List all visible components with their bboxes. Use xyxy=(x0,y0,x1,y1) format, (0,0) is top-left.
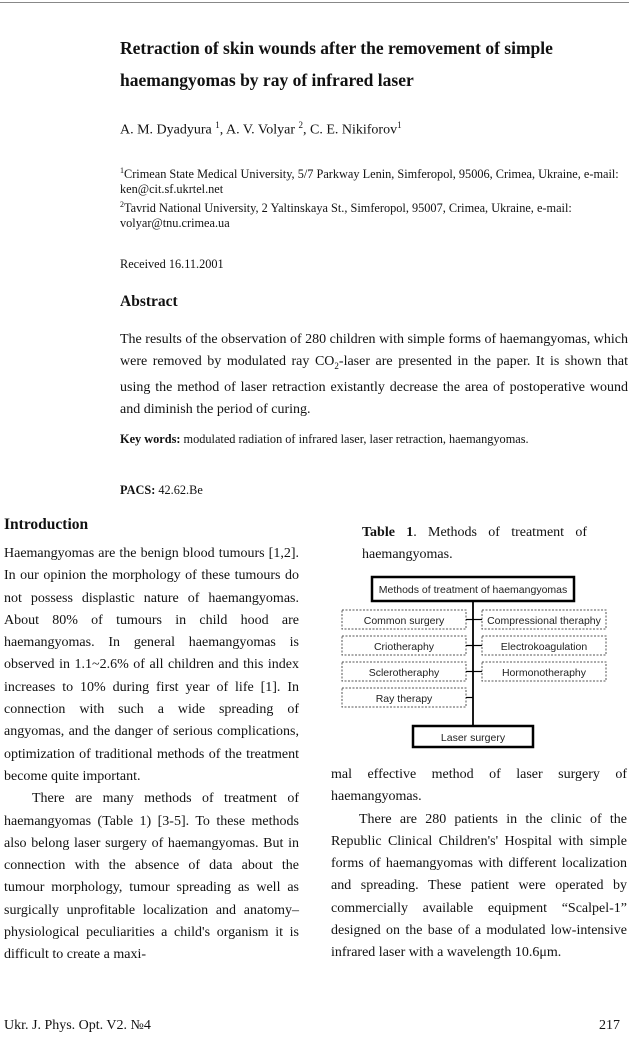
diagram-top-label: Methods of treatment of haemangyomas xyxy=(378,584,568,596)
intro-paragraph-2-continued: mal effective method of laser surgery of haemangyomas. xyxy=(331,767,627,805)
introduction-heading: Introduction xyxy=(4,516,89,533)
page-number: 217 xyxy=(599,1018,620,1033)
diagram-left-connectors xyxy=(466,620,473,698)
diagram-right-boxes xyxy=(482,610,606,681)
treatment-methods-diagram xyxy=(340,574,612,754)
keywords: Key words: modulated radiation of infrared laser, laser retraction, haemangyomas. xyxy=(120,432,529,446)
diagram-label-compressional-theraphy: Compressional theraphy xyxy=(487,615,601,627)
top-rule xyxy=(0,2,629,3)
paper-title: Retraction of skin wounds after the removement of simple haemangyomas by ray of infrared laser xyxy=(120,38,553,90)
right-column xyxy=(331,764,627,965)
table-caption: Table 1. Methods of treatment of haemangyomas. xyxy=(362,525,587,562)
diagram-bottom-label: Laser surgery xyxy=(440,732,506,744)
diagram-left-boxes xyxy=(342,610,466,707)
received-date: Received 16.11.2001 xyxy=(120,257,224,271)
diagram-right-connectors xyxy=(473,620,482,672)
intro-paragraph-3: There are 280 patients in the clinic of the Republic Clinical Children's' Hospital with simple forms of haemangyomas with different localization and spreading. These patient were operated by commercially available equipment “Scalpel-1” designed on the base of a modulated low-intensive infrared laser with a wavelength 10.6μm. xyxy=(331,811,627,961)
authors: A. M. Dyadyura $^1$, A. V. Volyar $^2$, C. E. Nikiforov$^1$ xyxy=(120,120,402,138)
diagram-label-sclerotheraphy: Sclerotheraphy xyxy=(368,667,440,679)
diagram-label-ray-therapy: Ray therapy xyxy=(375,693,433,705)
left-column xyxy=(4,543,299,967)
diagram-label-electrokoagulation: Electrokoagulation xyxy=(500,641,588,653)
affiliation-1: $^1$Crimean State Medical University, 5/7 Parkway Lenin, Simferopol, 95006, Crimea, Ukraine, e-mail: ken@cit.sf.ukrtel.net xyxy=(120,166,619,197)
pacs: PACS: 42.62.Be xyxy=(120,483,203,497)
diagram-label-common-surgery: Common surgery xyxy=(363,615,445,627)
journal-footer: Ukr. J. Phys. Opt. V2. №4 xyxy=(4,1018,151,1033)
intro-paragraph-2: There are many methods of treatment of haemangyomas (Table 1) [3-5]. To these methods also belong laser surgery of haemangyomas. But in connection with the absence of data about the tumour morphology, tumour spreading as well as surgically unprofitable localization and anatomy–physiological peculiarities a child's organism it is difficult to create a maxi- xyxy=(4,791,299,963)
diagram-label-criotheraphy: Criotheraphy xyxy=(373,641,435,653)
abstract-text: The results of the observation of 280 children with simple forms of haemangyomas, which were removed by modulated ray $CO_2$-laser are presented in the paper. It is shown that using the method of laser retraction existantly decrease the area of postoperative wound and diminish the period of curing. xyxy=(120,332,629,417)
intro-paragraph-1: Haemangyomas are the benign blood tumours [1,2]. In our opinion the morphology of these tumours do not possess displastic nature of haemangyomas. About 80% of tumours in child hood are haemangyomas. In general haemangyomas is observed in 1.1~2.6% of all children and this index increases to 10% during first year of life [1]. In connection with such a wide spreading of angyomas, and the danger of serious complications, optimization of traditional methods of the treatment become quite important. xyxy=(4,546,299,784)
abstract-heading: Abstract xyxy=(120,293,178,310)
diagram-label-hormonotheraphy: Hormonotheraphy xyxy=(501,667,587,679)
affiliation-2: $^2$Tavrid National University, 2 Yaltinskaya St., Simferopol, 95007, Crimea, Ukraine, e-mail: volyar@tnu.crimea.ua xyxy=(120,200,572,231)
affiliations xyxy=(120,163,620,231)
